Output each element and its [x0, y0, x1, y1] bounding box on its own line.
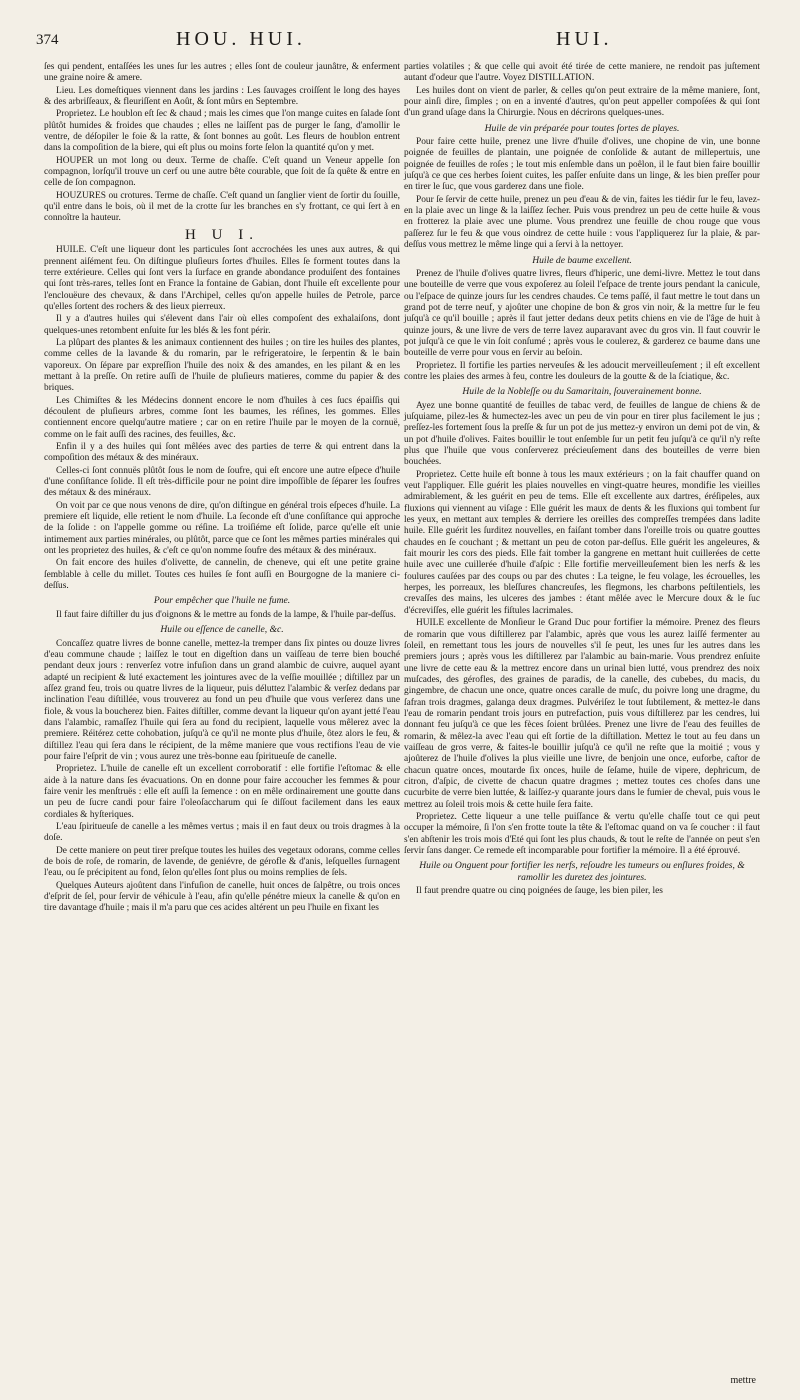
recipe-heading: Huile de la Nobleſſe ou du Samaritain, ſouverainement bonne. [462, 386, 702, 398]
paragraph: Il faut prendre quatre ou cinq poignées de ſauge, les bien piler, les [416, 886, 663, 897]
recipe-heading: Huile de vin préparée pour toutes ſortes de playes. [484, 122, 680, 134]
paragraph: ſes qui pendent, entaſſées les unes ſur les autres ; elles ſont de couleur jaunâtre, & enferment une graine noire & amere. [44, 62, 400, 84]
paragraph: Ayez une bonne quantité de feuilles de tabac verd, de feuilles de langue de chiens & de juſquiame, pilez-les & humectez-les avec un peu de vin pour en tirer plus facilement le jus ; preſſez-les fortement ſous la preſſe & ſur un pot de jus mettez-y environ un demi pot de vin, & un pot d'huile d'olives. Faites bouillir le tout enſemble ſur un petit feu juſqu'à ce qu'il n'y reſte plus que l'huile que vous conſerverez précieuſement dans des bouteilles de verre bien bouchées. [404, 400, 760, 468]
paragraph: Celles-ci ſont connuës plûtôt ſous le nom de ſoufre, qui eſt encore une autre eſpece d'huile d'une conſiſtance ſolide. Il eſt très-difficile pour ne point dire impoſſible de ſéparer les ſoufres des métaux & des minéraux. [44, 465, 400, 499]
paragraph: La plûpart des plantes & les animaux contiennent des huiles ; on tire les huiles des plantes, comme celles de la lavande & du romarin, par le refrigeratoire, le ſerpentin & le bain vaporeux. On ſépare par expreſſion l'huile des noix & des amandes, en les pilant & en les mettant à la preſſe. On retire auſſi de l'huile de pluſieurs matieres, comme du papier & des briques. [44, 337, 400, 394]
paragraph: Proprietez. Le houblon eſt ſec & chaud ; mais les cimes que l'on mange cuites en ſalade ſont plûtôt humides & froides que chaudes ; elles ne laiſſent pas de purger le ſang, d'amollir le ventre, de déſopiler le foie & la ratte, & ſont bonnes au goût. Les fleurs de houblon entrent dans la compoſition de la biere, qui eſt plus ou moins forte ſelon la quantité qu'on y met. [44, 109, 400, 154]
paragraph: HOUPER un mot long ou deux. Terme de chaſſe. C'eſt quand un Veneur appelle ſon compagnon, lorſqu'il trouve un cerf ou une autre bête courable, que ſoit de ſa quête & entre en celle de ſon compagnon. [44, 155, 400, 189]
paragraph: Proprietez. L'huile de canelle eſt un excellent corroboratif : elle fortifie l'eſtomac & elle aide à la nature dans ſes évacuations. On en donne pour faire accoucher les femmes & pour faire venir les menſtruës : elle eſt auſſi la ſemence : on en mêle ordinairement une goutte dans un peu de ſucre candi pour faire l'oleoſaccharum qui ſe diſſout facilement dans les eaux cordiales & hyſteriques. [44, 764, 400, 820]
paragraph: Les Chimiſtes & les Médecins donnent encore le nom d'huiles à ces ſucs épaiſſis qui découlent de pluſieurs arbres, comme ſont les baumes, les réſines, les gommes. Elles contiennent encore quelqu'autre matiere ; car on en retire l'huile par le moyen de la cornuë, comme on le fait auſſi des racines, des feuilles, &c. [44, 395, 400, 440]
paragraph: Proprietez. Il fortifie les parties nerveuſes & les adoucit merveilleuſement ; il eſt excellent contre les plaies des armes à feu, contre les douleurs de la goutte & de la ſciatique, &c. [404, 360, 760, 382]
paragraph: Les huiles dont on vient de parler, & celles qu'on peut extraire de la même maniere, ſont, pour ainſi dire, ſimples ; on en a inventé d'autres, qu'on peut appeller compoſées & qui ſont d'un grand uſage dans la Chirurgie. Nous en décrirons quelques-unes. [404, 85, 760, 119]
paragraph: Pour faire cette huile, prenez une livre d'huile d'olives, une chopine de vin, une bonne poignée de feuilles de plantain, une poignée de conſolide & autant de millepertuis, une poignée de feuilles de roſes ; le tout mis enſemble dans un poêlon, il le faut bien faire bouillir juſqu'à ce que ces herbes ſoient cuites, les paſſer enſuite dans un linge, & les bien preſſer pour en tirer le ſuc, que vous garderez dans une fiole. [404, 137, 760, 193]
catchword: mettre [730, 1375, 756, 1386]
paragraph: L'eau ſpiritueuſe de canelle a les mêmes vertus ; mais il en faut deux ou trois dragmes à la doſe. [44, 822, 400, 844]
paragraph: Il y a d'autres huiles qui s'élevent dans l'air où elles compoſent des exhalaiſons, dont quelques-unes retombent enſuite ſur les blés & les font périr. [44, 314, 400, 336]
header-left: HOU. HUI. [176, 28, 306, 50]
paragraph: Prenez de l'huile d'olives quatre livres, fleurs d'hiperic, une demi-livre. Mettez le tout dans une bouteille de verre que vous expoſerez au ſoleil l'eſpace de trente jours pendant la canicule, ou l'eſpace de quinze jours ſur les cendres chaudes. Ce tems paſſé, il faut mettre le tout dans un grand pot de terre neuf, y ajoûter une chopine de bon & gros vin noir, & la mettre ſur le feu juſqu'à ce qu'il bouille ; après il faut jetter dedans deux petits chiens en vie de l'âge de huit à quinze jours, & une livre de vers de terre lavez auparavant avec du gros vin. Il faut couvrir le pot juſqu'à ce que le vin ſoit conſumé ; après vous le coulerez, & garderez ce baume dans une bouteille de verre pour vous en ſervir au beſoin. [404, 268, 760, 359]
header-right: HUI. [556, 28, 613, 50]
paragraph: HUILE excellente de Monſieur le Grand Duc pour fortifier la mémoire. Prenez des fleurs de romarin que vous diſtillerez par l'alambic, après que vous les aurez laiſſé fermenter au ſoleil, en remettant tous les jours de nouvelles s'il ſe peut, les unes ſur les autres dans les premiers jours ; après vous les diſtillerez par l'alambic au bain-marie. Vous prendrez enſuite une livre de cette eau & la mettrez encore dans un urinal bien lutté, vous prendrez des noix muſcades, des gérofles, des graines de paradis, de la canelle, des cubebes, du macis, du gingembre, de chacun une once, quatre onces caralle de muſc, du poivre long une dragme, du ſafran trois dragmes, galanga deux dragmes. Pulvériſez le tout ſubtilement, & mettez-le dans l'eau de romarin pendant trois jours en putrefaction, puis vous diſtillerez par les cendres, lui donnant feu juſqu'à ce que les fèces ſoient brûlées. Prenez une livre de l'eau des feuilles de romarin, & mêlez-la avec l'eau qui eſt ſortie de la diſtillation. Mettez le tout au feu dans un vaiſſeau de gros verre, & faites-le bouillir juſqu'à ce qu'il ne reſte que la moitié ; vous y ajoûterez de l'huile d'olives la plus vieille une livre, de benjoin une once, euforbe, caſtor de chacun quatre onces, moutarde ſix onces, huile de ſeſame, huile de vipere, dephricum, de citron, d'aſpic, de civette de chacun quatre dragmes ; mettez toutes ces choſes dans une cucurbite de verre bien luttée, & laiſſez-y quarante jours dans le fumier de cheval, puis vous le mettrez au ſoleil trois mois & cette huile ſera faite. [404, 618, 760, 810]
running-head [36, 28, 764, 56]
paragraph: HUILE. C'eſt une liqueur dont les particules ſont accrochées les unes aux autres, & qui prennent aiſément feu. On diſtingue pluſieurs ſortes d'huiles. Elles ſe forment toutes dans la terre extérieure. Celles qui ſont vers la ſurface en grande abondance produiſent des fontaines qui ſont très-rares, telles ſont en France la fontaine de Gabian, dont l'huile eſt excellente pour l'enclouëure des chevaux, & dans l'Archipel, celles qu'on appelle huiles de Petrole, parce qu'elles ſortent des rochers & des lieux pierreux. [44, 245, 400, 312]
paragraph: parties volatiles ; & que celle qui avoit été tirée de cette maniere, ne rendoit pas juſtement autant d'odeur que l'autre. Voyez DISTILLATION. [404, 62, 760, 84]
page-number: 374 [36, 32, 59, 48]
paragraph: Concaſſez quatre livres de bonne canelle, mettez-la tremper dans ſix pintes ou douze livres d'eau commune chaude ; laiſſez le tout en digeſtion dans un vaiſſeau de terre bien bouché pendant deux jours : renverſez votre infuſion dans un grand alambic de cuivre, auquel ayant adapté un recipient & luté exactement les jointures avec de la veſſie mouillée ; diſtillez par un aſſez grand feu, trois ou quatre livres de la liqueur, puis déluttez l'alambic & verſez dedans par inclination l'eau diſtillée, vous trouverez au fond un peu d'huile que vous verſerez dans une fiole, & vous la boucherez bien. Faites diſtiller, comme devant la liqueur qu'on ayant jetté l'eau dans l'alambic, ramaſſez l'huile qui ſera au fond du recipient, laquelle vous mêlerez avec la premiere. Réitérez cette cohobation, juſqu'à ce qu'il ne monte plus d'huile, ôtez alors le feu, & diſtillez l'eau qui ſera dans le récipient, de la même maniere que vous rectifions l'eau de vie pour faire l'eſprit de vin ; vous aurez une très-bonne eau ſpiritueuſe de canelle. [44, 638, 400, 762]
paragraph: On fait encore des huiles d'olivette, de cannelin, de cheneve, qui eſt une petite graine ſemblable à celle du millet. Toutes ces huiles ſe font auſſi en Bourgogne de la maniere ci-deſſus. [44, 558, 400, 592]
left-column [44, 62, 400, 916]
section-heading: H U I. [185, 226, 259, 243]
paragraph: Il faut faire diſtiller du jus d'oignons & le mettre au fonds de la lampe, & l'huile par-deſſus. [56, 609, 396, 620]
recipe-heading: Pour empêcher que l'huile ne fume. [153, 595, 291, 607]
right-column [404, 62, 760, 898]
paragraph: Proprietez. Cette liqueur a une telle puiſſance & vertu qu'elle chaſſe tout ce qui peut occuper la mémoire, ſi l'on s'en frotte toute la tête & l'eſtomac quand on va ſe coucher : il faut s'en abſtenir les trois mois d'Eté qui ſont les plus chauds, & tout le reſte de l'année on peut s'en ſervir ſans danger. Ce remede eſt incomparable pour fortifier la mémoire. Il a été éprouvé. [404, 812, 760, 857]
recipe-heading: Huile de baume excellent. [532, 254, 632, 266]
paragraph: Enfin il y a des huiles qui ſont mêlées avec des parties de terre & qui entrent dans la compoſition des métaux & des minéraux. [44, 442, 400, 464]
paragraph: Quelques Auteurs ajoûtent dans l'infuſion de canelle, huit onces de ſalpêtre, ou trois onces d'eſprit de ſel, pour ſervir de véhicule à l'eau, afin qu'elle pénétre mieux la canelle & qu'on en tire davantage d'huile ; mais il m'a paru que ces acides altérent un peu l'huile en fixant les [44, 880, 400, 914]
paragraph: On voit par ce que nous venons de dire, qu'on diſtingue en général trois eſpeces d'huile. La premiere eſt liquide, elle retient le nom d'huile. La ſeconde eſt d'une conſiſtance qui approche de la ſolide : on l'appelle gomme ou réſine. La troiſiéme eſt ſolide, parce qu'elle eſt unie intimement aux parties minérales, ou plûtôt, parce que ce ſont les mêmes parties minérales qui ont les proprietez des huiles, & c'eſt ce qu'on nomme ſoufre des métaux & des minéraux. [44, 500, 400, 557]
paragraph: Proprietez. Cette huile eſt bonne à tous les maux extérieurs ; on la fait chauffer quand on veut l'appliquer. Elle guérit les plaies nouvelles en vingt-quatre heures, mondifie les vieilles admirablement, & les guérit en peu de tems. Elle eſt excellente aux dartres, éréſipeles, aux fluxions qui viennent au viſage : Elle guérit les maux de dents & les fluxions qui tombent ſur les yeux, en mettant aux temples & derriere les oreilles des compreſſes trempées dans ladite huile. Elle guérit les ſurditez nouvelles, en faiſant tomber dans l'oreille trois ou quatre gouttes chaudes en ſe couchant ; & mettant un peu de coton par-deſſus. Elle guérit les angeleures, & fait mourir les cors des pieds. Elle fait tomber la gangrene en mettant huit cuillerées de cette huile avec une cuillerée d'huile d'aſpic : Elle fortifie merveilleuſement bien les nerfs & les foulures cauſées par des coups ou par des chutes : La teigne, le feu volage, les écrouelles, les herpes, les porreaux, les bleſſures chancreuſes, les flegmons, les charbons peſtilentiels, les crevaſſes des mains, les ulceres des jambes : étant mêlée avec le Mercure doux & le ſuc d'écreviſſes, elle guérit les fiſtules lacrimales. [404, 469, 760, 616]
paragraph: De cette maniere on peut tirer preſque toutes les huiles des vegetaux odorans, comme celles de bois de roſe, de romarin, de lavende, de geniévre, de gérofle & d'anis, leſquelles ſurnagent l'eau, ou ſe précipitent au fond, ſelon qu'elles ſont plus ou moins remplies de ſels. [44, 845, 400, 879]
paragraph: Pour ſe ſervir de cette huile, prenez un peu d'eau & de vin, faites les tiédir ſur le feu, lavez-en la plaie avec un linge & la laiſſez ſecher. Puis vous prendrez un peu de cette huile & vous en frotterez la plaie avec une plume. Vous prendrez une feuille de chou rouge que vous paſſerez ſur le feu & que vous oindrez de cette huile : vous l'appliquerez ſur la plaie, & par-deſſus vous mettrez le même linge qui a ſervi à la nettoyer. [404, 194, 760, 251]
paragraph: HOUZURES ou crotures. Terme de chaſſe. C'eſt quand un ſanglier vient de ſortir du ſouille, qu'il entre dans le bois, où il met de la crotte ſur les branches en s'y frottant, ce qui ſert à en connoître la hauteur. [44, 190, 400, 224]
recipe-heading: Huile ou eſſence de canelle, &c. [160, 624, 284, 636]
recipe-heading: Huile ou Onguent pour fortifier les nerfs, reſoudre les tumeurs ou enſlures froides, & ramollir les duretez des jointures. [419, 860, 745, 883]
paragraph: Lieu. Les domeſtiques viennent dans les jardins : Les ſauvages croiſſent le long des hayes & des arbriſſeaux, & fleuriſſent en Août, & ſont mûrs en Septembre. [44, 85, 400, 108]
